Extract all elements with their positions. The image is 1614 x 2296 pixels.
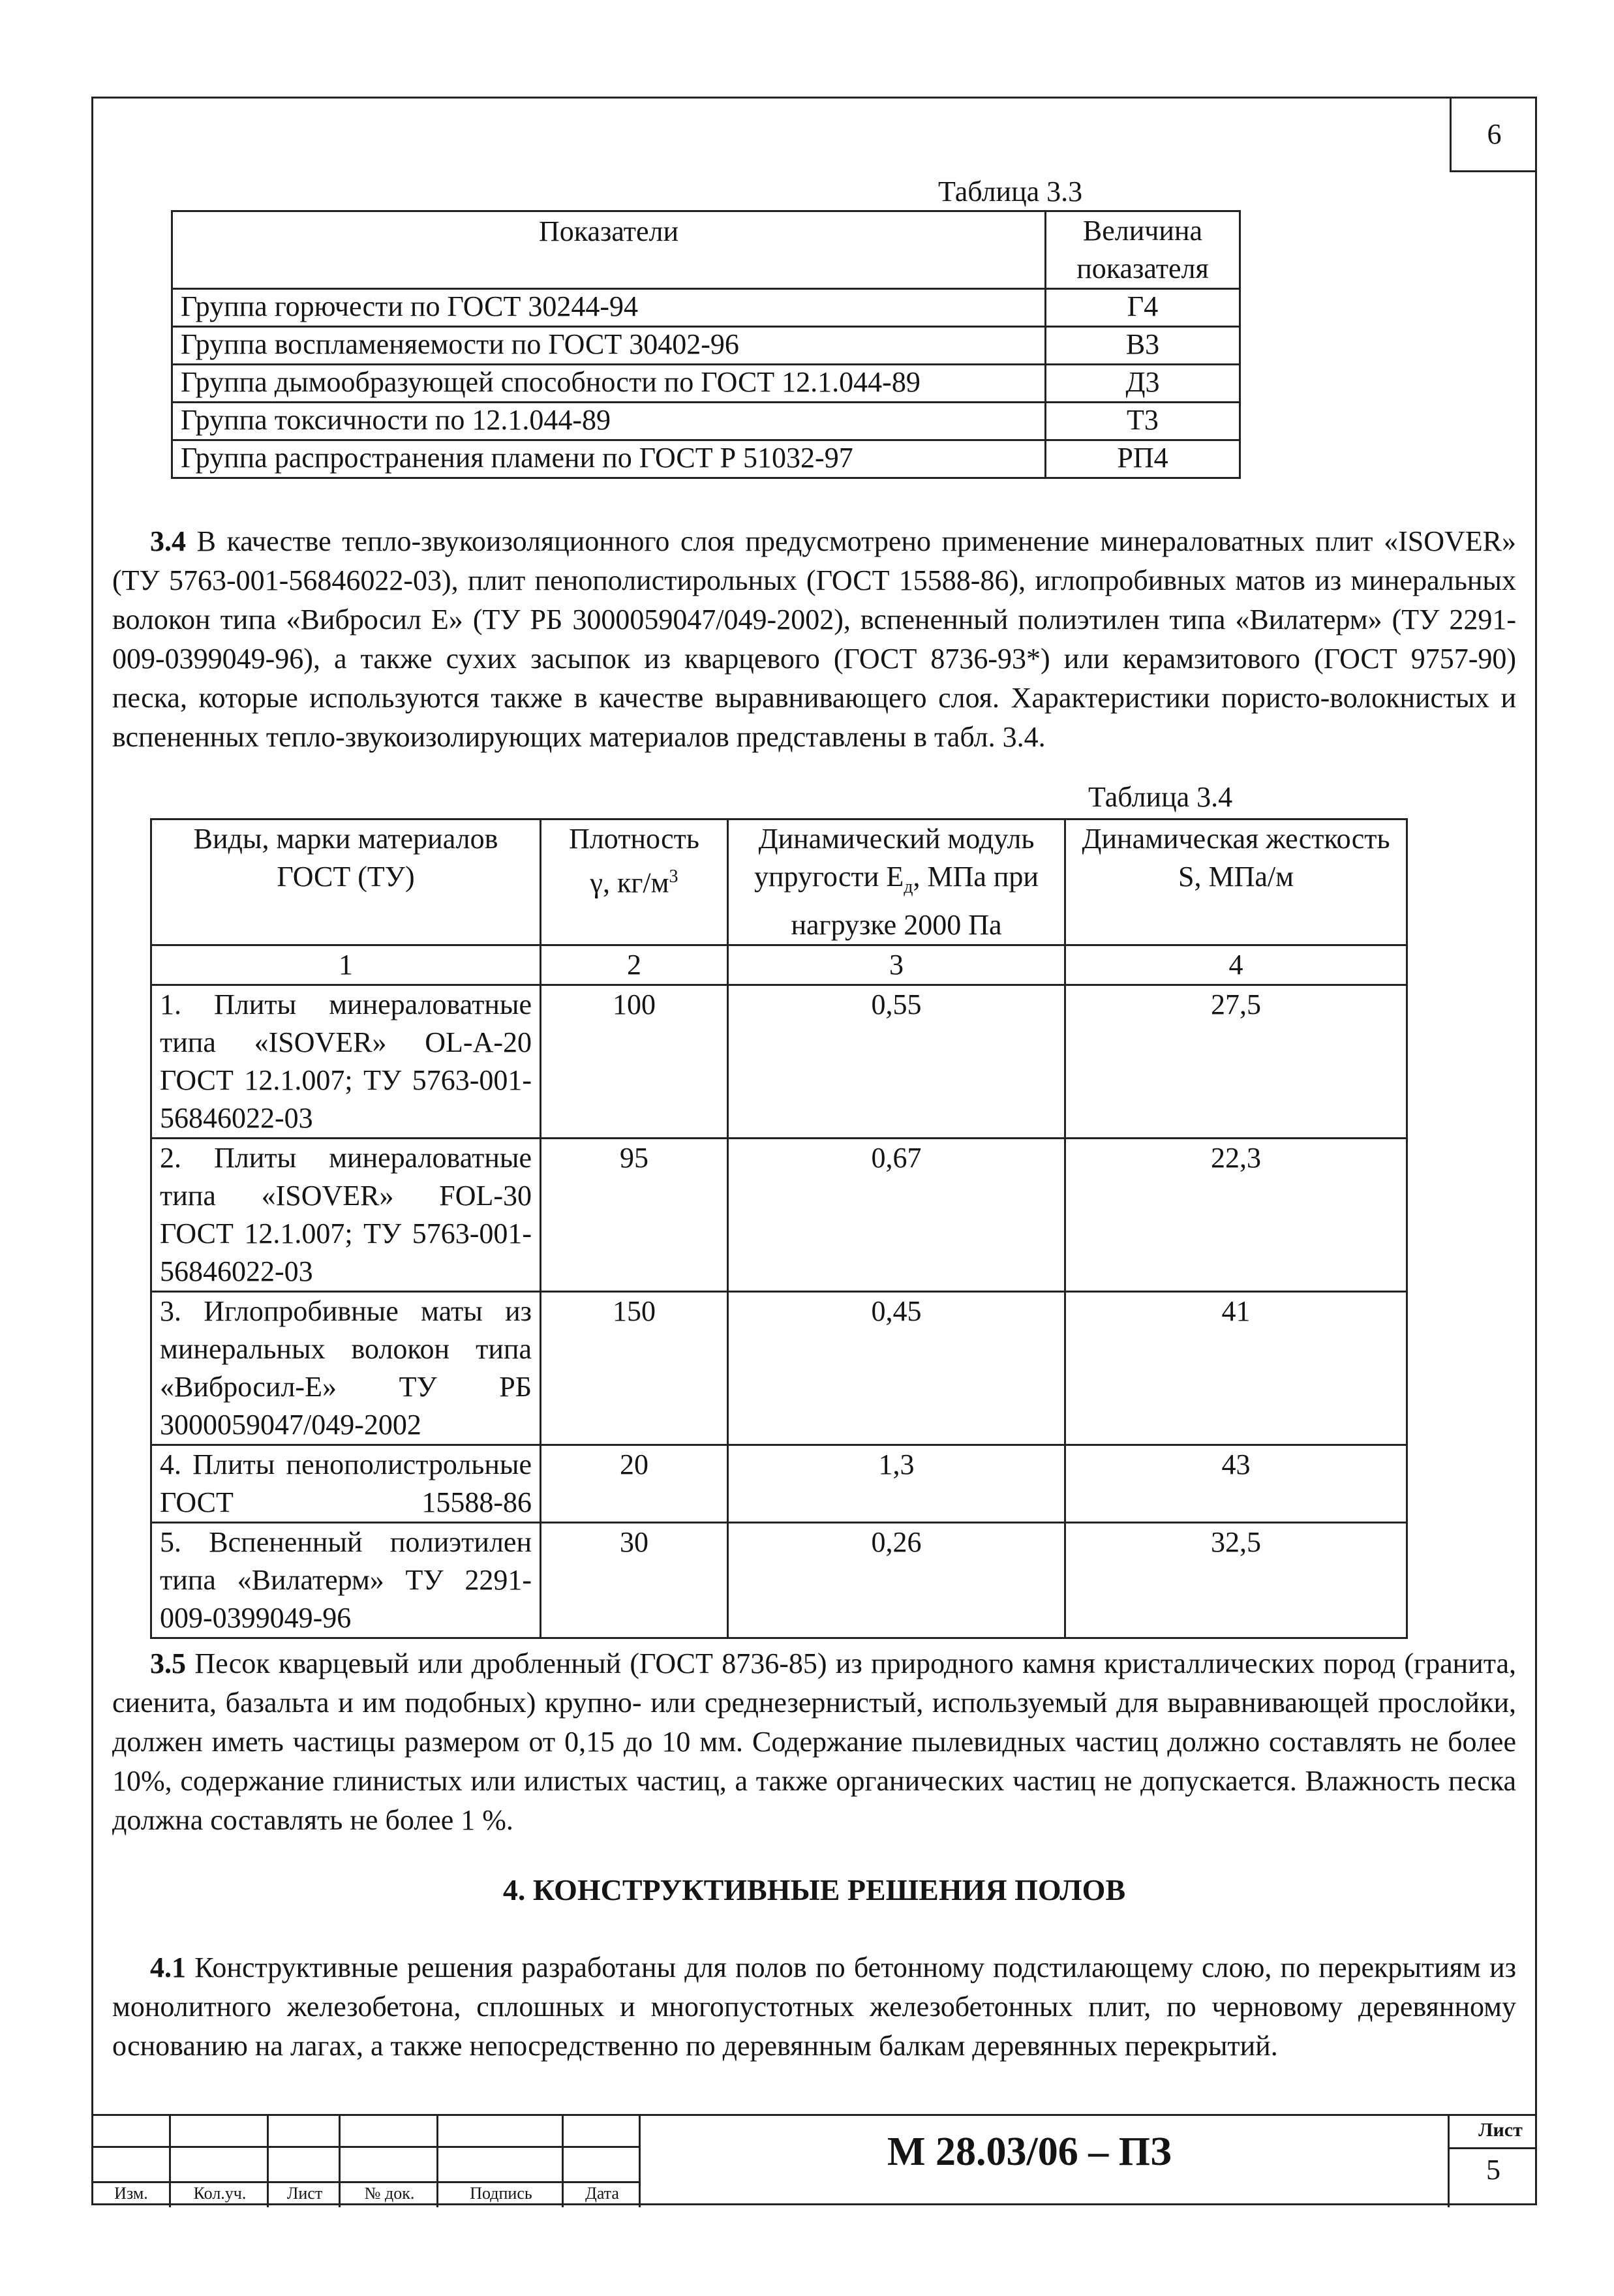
table-3-4-density: 100 xyxy=(541,985,728,1138)
table-3-4-stiffness: 32,5 xyxy=(1065,1522,1407,1638)
stamp-label-count: Кол.уч. xyxy=(193,2184,247,2203)
paragraph-3-4-text: В качестве тепло-звукоизоляционного слоя предусмотрено применение минераловатных плит «ISOVER» (ТУ 5763-001-56846022-03), плит пенополистирольных (ГОСТ 15588-86), иглопробивных матов из минеральных волокон типа «Вибросил Е» (ТУ РБ 3000059047/049-2002), вспененный полиэтилен типа «Вилатерм» (ТУ 2291-009-0399049-96), а также сухих засыпок из кварцевого (ГОСТ 8736-93*) или керамзитового (ГОСТ 9757-90) песка, которые используются также в качестве выравнивающего слоя. Характеристики пористо-волокнистых и вспененных тепло-звукоизолирующих материалов представлены в табл. 3.4. xyxy=(112,525,1516,753)
table-3-4-density: 20 xyxy=(541,1445,728,1522)
table-3-3-row-label: Группа дымообразующей способности по ГОСТ 12.1.044-89 xyxy=(172,365,1046,403)
table-3-4-caption: Таблица 3.4 xyxy=(1088,781,1233,813)
table-3-4-header-density: Плотность γ, $кг/м^3$ xyxy=(541,819,728,945)
table-3-4-material: 1. Плиты минераловатные типа «ISOVER» OL-A-20 ГОСТ 12.1.007; ТУ 5763-001-56846022-03 xyxy=(151,985,541,1138)
paragraph-3-4-number: 3.4 xyxy=(150,525,186,557)
table-3-3-row-value: РП4 xyxy=(1046,440,1240,478)
table-3-3-row-label: Группа токсичности по 12.1.044-89 xyxy=(172,403,1046,440)
table-3-4-modulus: 1,3 xyxy=(728,1445,1065,1522)
table-3-4-stiffness: 22,3 xyxy=(1065,1138,1407,1291)
stamp-label-change: Изм. xyxy=(114,2184,148,2203)
paragraph-3-5-number: 3.5 xyxy=(150,1647,186,1679)
table-3-4-modulus: 0,67 xyxy=(728,1138,1065,1291)
table-3-3 xyxy=(171,210,1241,479)
table-3-3-row-value: Г4 xyxy=(1046,289,1240,327)
table-3-4-material: 2. Плиты минераловатные типа «ISOVER» FOL-30 ГОСТ 12.1.007; ТУ 5763-001-56846022-03 xyxy=(151,1138,541,1291)
table-3-4-modulus: 0,26 xyxy=(728,1522,1065,1638)
page-corner-number: 6 xyxy=(1450,97,1537,172)
table-3-4-density: 150 xyxy=(541,1291,728,1445)
table-3-3-header-value: Величина показателя xyxy=(1046,211,1240,289)
stamp-label-doc: № док. xyxy=(364,2184,415,2203)
table-3-4-colnum: 4 xyxy=(1065,945,1407,985)
table-3-4-material: 4. Плиты пенополистрольные ГОСТ 15588-86 xyxy=(151,1445,541,1522)
table-3-3-row-value: Д3 xyxy=(1046,365,1240,403)
paragraph-4-1 xyxy=(112,1948,1516,2066)
paragraph-3-5-text: Песок кварцевый или дробленный (ГОСТ 8736-85) из природного камня кристаллических пород (гранита, сиенита, базальта и им подобных) крупно- или среднезернистый, используемый для выравнивающей прослойки, должен иметь частицы размером от 0,15 до 10 мм. Содержание пылевидных частиц должно составлять не более 10%, содержание глинистых или илистых частиц, а также органических частиц не допускается. Влажность песка должна составлять не более 1 %. xyxy=(112,1647,1516,1836)
table-3-4-material: 5. Вспененный полиэтилен типа «Вилатерм» ТУ 2291-009-0399049-96 xyxy=(151,1522,541,1638)
table-3-4-density: 95 xyxy=(541,1138,728,1291)
table-3-4-modulus: 0,55 xyxy=(728,985,1065,1138)
table-3-3-row-label: Группа горючести по ГОСТ 30244-94 xyxy=(172,289,1046,327)
table-3-4-stiffness: 27,5 xyxy=(1065,985,1407,1138)
table-3-4-modulus: 0,45 xyxy=(728,1291,1065,1445)
stamp-label-signature: Подпись xyxy=(470,2184,532,2203)
document-number: М 28.03/06 – ПЗ xyxy=(887,2130,1172,2174)
table-3-3-header-indicator: Показатели xyxy=(172,211,1046,289)
table-3-3-row-label: Группа воспламеняемости по ГОСТ 30402-96 xyxy=(172,327,1046,365)
table-3-3-row-value: В3 xyxy=(1046,327,1240,365)
table-3-4-header-stiffness: Динамическая жесткость S, МПа/м xyxy=(1065,819,1407,945)
table-3-4-header-modulus: Динамический модуль упругости $Е_д$, МПа при нагрузке 2000 Па xyxy=(728,819,1065,945)
table-3-3-caption: Таблица 3.3 xyxy=(938,176,1083,207)
table-3-4-colnum: 1 xyxy=(151,945,541,985)
paragraph-4-1-number: 4.1 xyxy=(150,1952,186,1983)
table-3-4-stiffness: 43 xyxy=(1065,1445,1407,1522)
paragraph-3-4 xyxy=(112,522,1516,757)
table-3-4-density: 30 xyxy=(541,1522,728,1638)
table-3-4 xyxy=(150,818,1408,1639)
sheet-label: Лист xyxy=(1478,2119,1523,2141)
table-3-4-stiffness: 41 xyxy=(1065,1291,1407,1445)
sheet-number: 5 xyxy=(1486,2154,1500,2186)
table-3-4-material: 3. Иглопробивные маты из минеральных волокон типа «Вибросил-Е» ТУ РБ 3000059047/049-2002 xyxy=(151,1291,541,1445)
table-3-3-row-value: Т3 xyxy=(1046,403,1240,440)
section-4-title: 4. КОНСТРУКТИВНЫЕ РЕШЕНИЯ ПОЛОВ xyxy=(502,1873,1126,1906)
stamp-label-sheet: Лист xyxy=(286,2184,323,2203)
table-3-4-colnum: 2 xyxy=(541,945,728,985)
title-block xyxy=(91,2114,1537,2205)
table-3-4-colnum: 3 xyxy=(728,945,1065,985)
stamp-label-date: Дата xyxy=(585,2184,619,2203)
paragraph-4-1-text: Конструктивные решения разработаны для полов по бетонному подстилающему слою, по перекрытиям из монолитного железобетона, сплошных и многопустотных железобетонных плит, по черновому деревянному основанию на лагах, а также непосредственно по деревянным балкам деревянных перекрытий. xyxy=(112,1952,1516,2062)
table-3-3-row-label: Группа распространения пламени по ГОСТ Р 51032-97 xyxy=(172,440,1046,478)
paragraph-3-5 xyxy=(112,1644,1516,1840)
table-3-4-header-materials: Виды, марки материалов ГОСТ (ТУ) xyxy=(151,819,541,945)
